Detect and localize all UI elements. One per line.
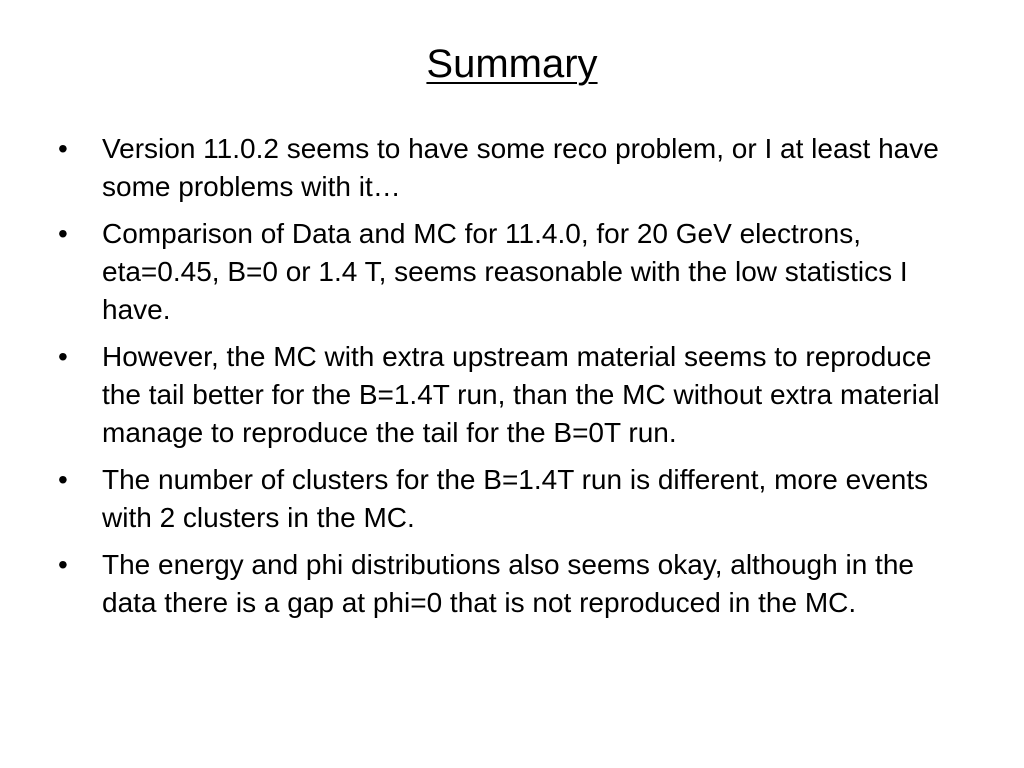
- bullet-text: The number of clusters for the B=1.4T run is different, more events with 2 clusters in the MC.: [102, 464, 929, 533]
- bullet-item: [58, 215, 970, 329]
- bullet-icon: •: [58, 133, 68, 164]
- bullet-icon: •: [58, 549, 68, 580]
- bullet-icon: •: [58, 341, 68, 372]
- slide-title: Summary: [426, 42, 598, 86]
- bullet-text: Comparison of Data and MC for 11.4.0, for 20 GeV electrons, eta=0.45, B=0 or 1.4 T, seems reasonable with the low statistics I have.: [102, 218, 908, 325]
- bullet-item: [58, 461, 970, 537]
- bullet-icon: •: [58, 218, 68, 249]
- bullet-text: The energy and phi distributions also seems okay, although in the data there is a gap at phi=0 that is not reproduced in the MC.: [102, 549, 914, 618]
- bullet-text: Version 11.0.2 seems to have some reco problem, or I at least have some problems with it…: [102, 133, 939, 202]
- bullet-list: [58, 130, 970, 631]
- bullet-item: [58, 546, 970, 622]
- bullet-text: However, the MC with extra upstream material seems to reproduce the tail better for the B=1.4T run, than the MC without extra material manage to reproduce the tail for the B=0T run.: [102, 341, 940, 448]
- bullet-item: [58, 130, 970, 206]
- bullet-item: [58, 338, 970, 452]
- bullet-icon: •: [58, 464, 68, 495]
